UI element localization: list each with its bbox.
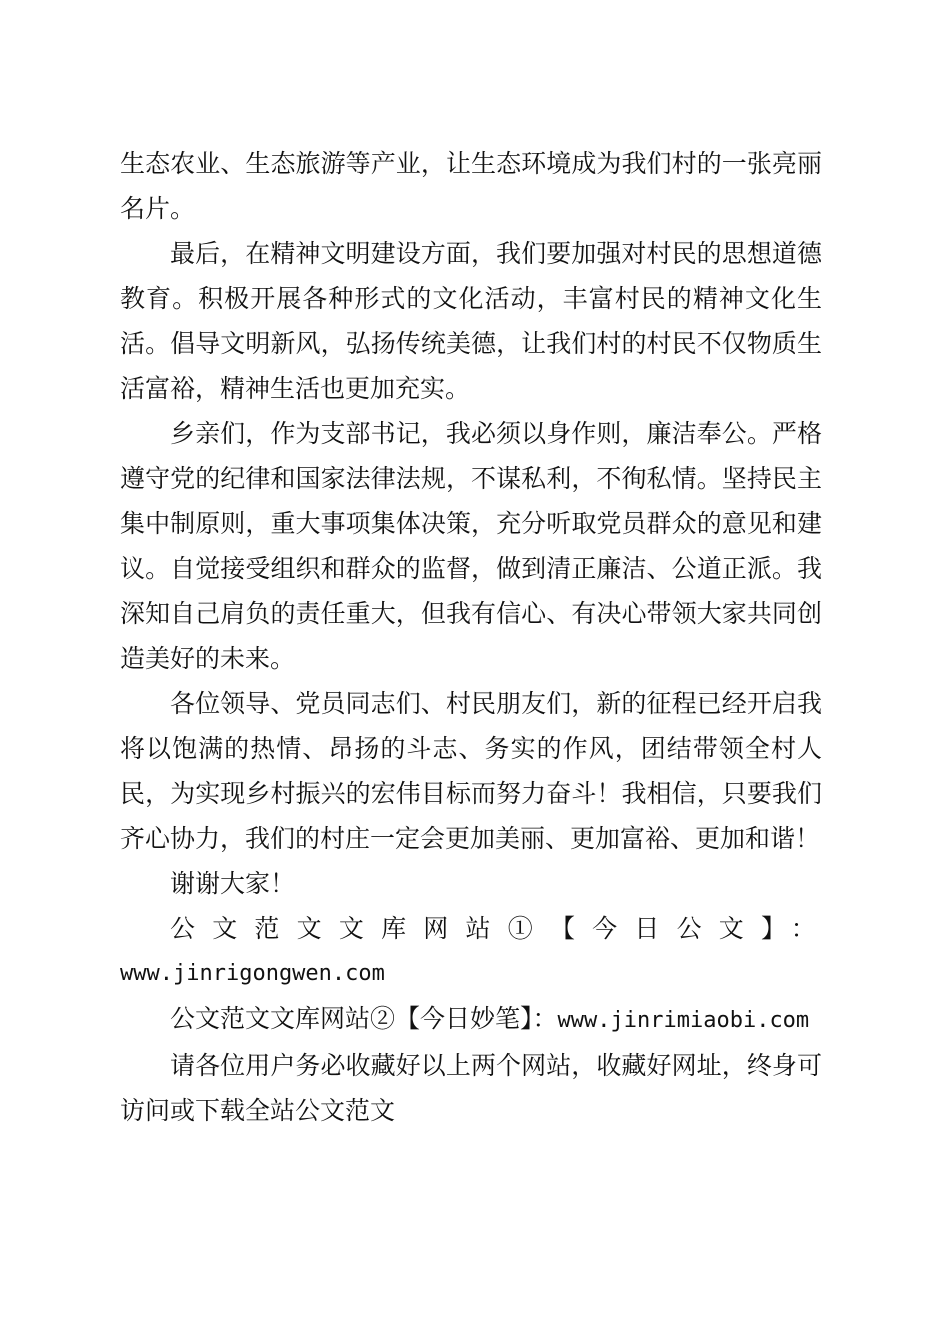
- paragraph-secretary-pledge: 乡亲们，作为支部书记，我必须以身作则，廉洁奉公。严格遵守党的纪律和国家法律法规，不谋私利，不徇私情。坚持民主集中制原则，重大事项集体决策，充分听取党员群众的意见和建议。自觉接受组织和群众的监督，做到清正廉洁、公道正派。我深知自己肩负的责任重大，但我有信心、有决心带领大家共同创造美好的未来。: [120, 419, 822, 673]
- paragraph-thanks: 谢谢大家！: [170, 869, 296, 898]
- document-page: [120, 141, 822, 1133]
- paragraph-continuation: 生态农业、生态旅游等产业，让生态环境成为我们村的一张亮丽名片。: [120, 149, 822, 223]
- site-one-label: 公文范文文库网站①【今日公文】：: [170, 914, 822, 943]
- bookmark-notice: 请各位用户务必收藏好以上两个网站，收藏好网址，终身可访问或下载全站公文范文: [120, 1051, 822, 1125]
- site-two-url[interactable]: www.jinrimiaobi.com: [557, 1008, 810, 1033]
- site-two-line: [120, 996, 822, 1043]
- paragraph-closing-remarks: 各位领导、党员同志们、村民朋友们，新的征程已经开启我将以饱满的热情、昂扬的斗志、务实的作风，团结带领全村人民，为实现乡村振兴的宏伟目标而努力奋斗！我相信，只要我们齐心协力，我们的村庄一定会更加美丽、更加富裕、更加和谐！: [120, 689, 822, 853]
- site-two-label: 公文范文文库网站②【今日妙笔】：: [170, 1004, 558, 1033]
- paragraph-spiritual-civilization: 最后，在精神文明建设方面，我们要加强对村民的思想道德教育。积极开展各种形式的文化活动，丰富村民的精神文化生活。倡导文明新风，弘扬传统美德，让我们村的村民不仅物质生活富裕，精神生活也更加充实。: [120, 239, 822, 403]
- site-one-url[interactable]: www.jinrigongwen.com: [120, 961, 385, 986]
- site-one-block: [120, 906, 822, 996]
